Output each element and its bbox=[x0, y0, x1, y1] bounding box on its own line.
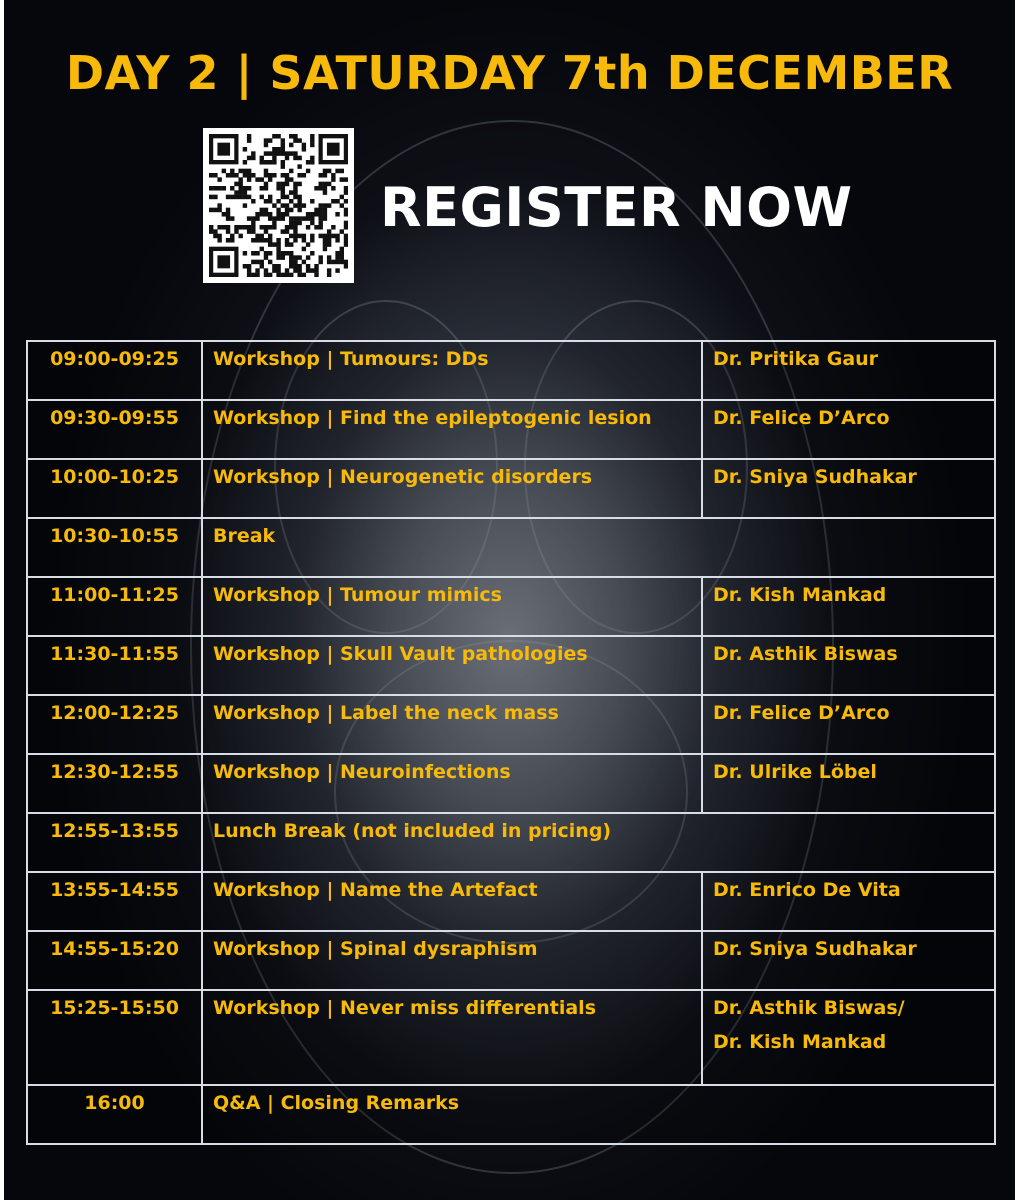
schedule-row bbox=[27, 400, 995, 459]
speaker-name: Dr. Asthik Biswas bbox=[713, 643, 898, 665]
session-time: 13:55-14:55 bbox=[27, 872, 202, 931]
speaker-name: Dr. Sniya Sudhakar bbox=[713, 466, 917, 488]
session-topic: Workshop | Spinal dysraphism bbox=[202, 931, 702, 990]
session-speaker bbox=[702, 400, 995, 459]
session-topic: Workshop | Neuroinfections bbox=[202, 754, 702, 813]
session-time: 11:00-11:25 bbox=[27, 577, 202, 636]
speaker-name: Dr. Kish Mankad bbox=[713, 1031, 887, 1053]
register-now-heading: REGISTER NOW bbox=[380, 176, 853, 239]
schedule-row bbox=[27, 1085, 995, 1144]
session-time: 09:30-09:55 bbox=[27, 400, 202, 459]
page-title: DAY 2 | SATURDAY 7th DECEMBER bbox=[65, 46, 954, 100]
speaker-name: Dr. Sniya Sudhakar bbox=[713, 938, 917, 960]
session-time: 14:55-15:20 bbox=[27, 931, 202, 990]
session-topic: Workshop | Name the Artefact bbox=[202, 872, 702, 931]
schedule-row bbox=[27, 931, 995, 990]
schedule-row bbox=[27, 695, 995, 754]
session-topic: Workshop | Label the neck mass bbox=[202, 695, 702, 754]
session-speaker bbox=[702, 341, 995, 400]
session-speaker bbox=[702, 636, 995, 695]
session-topic: Workshop | Skull Vault pathologies bbox=[202, 636, 702, 695]
session-time: 12:30-12:55 bbox=[27, 754, 202, 813]
schedule-row bbox=[27, 872, 995, 931]
speaker-name: Dr. Ulrike Löbel bbox=[713, 761, 877, 783]
session-speaker bbox=[702, 872, 995, 931]
schedule-row bbox=[27, 813, 995, 872]
session-time: 11:30-11:55 bbox=[27, 636, 202, 695]
session-time: 10:30-10:55 bbox=[27, 518, 202, 577]
session-topic: Break bbox=[202, 518, 995, 577]
session-topic: Lunch Break (not included in pricing) bbox=[202, 813, 995, 872]
schedule-row bbox=[27, 754, 995, 813]
session-topic: Workshop | Never miss differentials bbox=[202, 990, 702, 1085]
session-speaker bbox=[702, 754, 995, 813]
session-time: 15:25-15:50 bbox=[27, 990, 202, 1085]
schedule-row bbox=[27, 518, 995, 577]
speaker-name: Dr. Kish Mankad bbox=[713, 584, 887, 606]
session-speaker bbox=[702, 695, 995, 754]
speaker-name: Dr. Pritika Gaur bbox=[713, 348, 879, 370]
speaker-name: Dr. Felice D’Arco bbox=[713, 407, 890, 429]
schedule-row bbox=[27, 990, 995, 1085]
session-time: 12:00-12:25 bbox=[27, 695, 202, 754]
speaker-name: Dr. Felice D’Arco bbox=[713, 702, 890, 724]
schedule-row bbox=[27, 577, 995, 636]
session-topic: Workshop | Tumour mimics bbox=[202, 577, 702, 636]
session-topic: Q&A | Closing Remarks bbox=[202, 1085, 995, 1144]
session-topic: Workshop | Find the epileptogenic lesion bbox=[202, 400, 702, 459]
session-speaker bbox=[702, 990, 995, 1085]
session-topic: Workshop | Tumours: DDs bbox=[202, 341, 702, 400]
speaker-name: Dr. Enrico De Vita bbox=[713, 879, 901, 901]
session-time: 09:00-09:25 bbox=[27, 341, 202, 400]
qr-code-icon bbox=[209, 134, 348, 277]
event-poster bbox=[4, 0, 1015, 1200]
session-time: 12:55-13:55 bbox=[27, 813, 202, 872]
session-time: 16:00 bbox=[27, 1085, 202, 1144]
schedule-row bbox=[27, 341, 995, 400]
session-speaker bbox=[702, 931, 995, 990]
session-topic: Workshop | Neurogenetic disorders bbox=[202, 459, 702, 518]
schedule-table bbox=[26, 340, 996, 1145]
session-speaker bbox=[702, 577, 995, 636]
session-time: 10:00-10:25 bbox=[27, 459, 202, 518]
schedule-row bbox=[27, 636, 995, 695]
session-speaker bbox=[702, 459, 995, 518]
schedule-row bbox=[27, 459, 995, 518]
speaker-name: Dr. Asthik Biswas/ bbox=[713, 997, 905, 1019]
qr-code[interactable] bbox=[203, 128, 354, 283]
